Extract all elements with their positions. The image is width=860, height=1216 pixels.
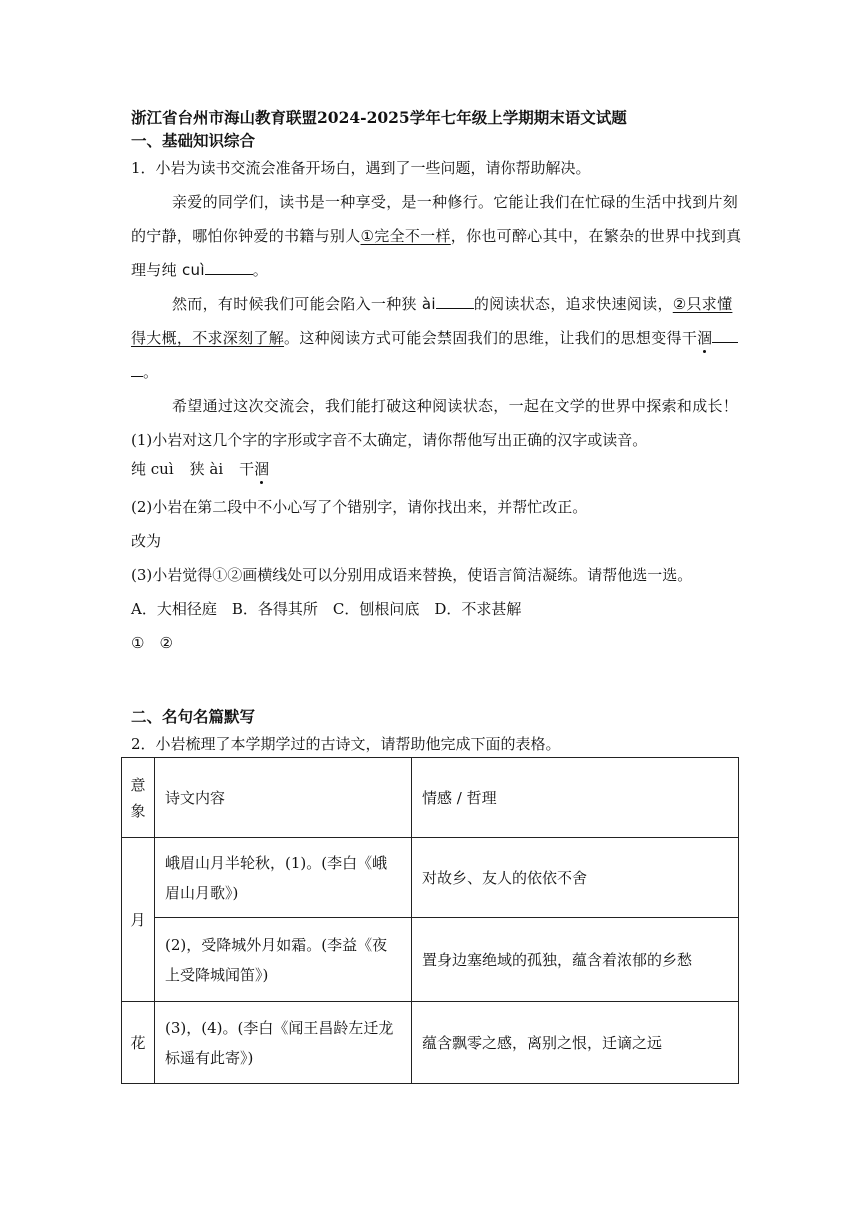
- passage-text: 的宁静，哪怕你钟爱的书籍与别人: [131, 227, 361, 245]
- cell-content[interactable]: (2)，受降城外月如霜。(李益《夜上受降城闻笛》): [155, 918, 412, 1002]
- passage-p2-line1: [172, 293, 732, 314]
- table-row: [122, 838, 739, 918]
- answer-blank-cui[interactable]: [205, 260, 253, 275]
- passage-p1-line1: 亲爱的同学们，读书是一种享受，是一种修行。它能让我们在忙碌的生活中找到片刻: [172, 193, 739, 211]
- sub2-answer: 改为: [131, 532, 162, 550]
- char: 干: [239, 460, 255, 478]
- underline-2b: 得大概，不求深刻了解: [131, 329, 285, 347]
- cell-content[interactable]: 峨眉山月半轮秋，(1)。(李白《峨眉山月歌》): [155, 838, 412, 918]
- page-title: 浙江省台州市海山教育联盟2024-2025学年七年级上学期期末语文试题: [131, 108, 627, 127]
- q2-stem: 2．小岩梳理了本学期学过的古诗文，请帮助他完成下面的表格。: [131, 735, 561, 753]
- passage-text: 然而，有时候我们可能会陷入一种狭 ài: [172, 295, 436, 313]
- sub1-item-he: [239, 460, 269, 478]
- header-content: 诗文内容: [155, 758, 412, 838]
- sub1-item-cui: 纯 cuì: [131, 460, 174, 478]
- passage-p1-line3: [131, 259, 268, 280]
- sub3-stem: (3)小岩觉得①②画横线处可以分别用成语来替换，使语言简洁凝练。请帮他选一选。: [131, 566, 693, 584]
- underline-1: ①完全不一样: [360, 227, 451, 245]
- passage-text: 。这种阅读方式可能会禁固我们的思维，让我们的思想变得干: [284, 329, 698, 347]
- passage-text: 。: [252, 261, 269, 279]
- options: A．大相径庭 B．各得其所 C．刨根问底 D．不求甚解: [131, 600, 522, 618]
- poem-table: [121, 757, 739, 1084]
- section1-heading: 一、基础知识综合: [131, 131, 256, 150]
- sub2-stem: (2)小岩在第二段中不小心写了个错别字，请你找出来，并帮忙改正。: [131, 498, 588, 516]
- table-row: [122, 1002, 739, 1084]
- cell-emotion: 对故乡、友人的依依不舍: [412, 838, 739, 918]
- answer-blank-ai[interactable]: [436, 294, 474, 309]
- passage-text: 理与纯 cuì: [131, 261, 205, 279]
- cell-emotion: 置身边塞绝域的孤独，蕴含着浓郁的乡愁: [412, 918, 739, 1002]
- passage-p2-line3: [131, 361, 158, 382]
- passage-p2-line2: [131, 327, 738, 348]
- sub1-items: [131, 458, 269, 479]
- dotted-char: 涸: [254, 460, 270, 478]
- q1-stem: 1．小岩为读书交流会准备开场白，遇到了一些问题，请你帮助解决。: [131, 159, 591, 177]
- table-header-row: [122, 758, 739, 838]
- dotted-char-he: 涸: [697, 329, 713, 347]
- passage-p3: 希望通过这次交流会，我们能打破这种阅读状态，一起在文学的世界中探索和成长！: [172, 397, 739, 415]
- header-emotion: 情感 / 哲理: [412, 758, 739, 838]
- sub1-stem: (1)小岩对这几个字的字形或字音不太确定，请你帮他写出正确的汉字或读音。: [131, 431, 648, 449]
- table-row: [122, 918, 739, 1002]
- passage-text: ，你也可醉心其中，在繁杂的世界中找到真: [450, 227, 742, 245]
- cell-image-moon: 月: [122, 838, 155, 1002]
- answer-markers: ① ②: [131, 634, 173, 652]
- passage-text: 。: [143, 363, 159, 381]
- underline-2a: ②只求懂: [672, 295, 733, 313]
- cell-image-flower: 花: [122, 1002, 155, 1084]
- header-image: 意象: [122, 758, 155, 838]
- answer-blank-he[interactable]: [712, 328, 738, 343]
- passage-p1-line2: [131, 225, 741, 246]
- cell-content[interactable]: (3)，(4)。(李白《闻王昌龄左迁龙标遥有此寄》): [155, 1002, 412, 1084]
- sub1-item-ai: 狭 ài: [189, 460, 224, 478]
- answer-blank-he-cont[interactable]: [131, 362, 143, 377]
- passage-text: 的阅读状态，追求快速阅读，: [473, 295, 673, 313]
- cell-emotion: 蕴含飘零之感，离别之恨，迁谪之远: [412, 1002, 739, 1084]
- section2-heading: 二、名句名篇默写: [131, 707, 256, 726]
